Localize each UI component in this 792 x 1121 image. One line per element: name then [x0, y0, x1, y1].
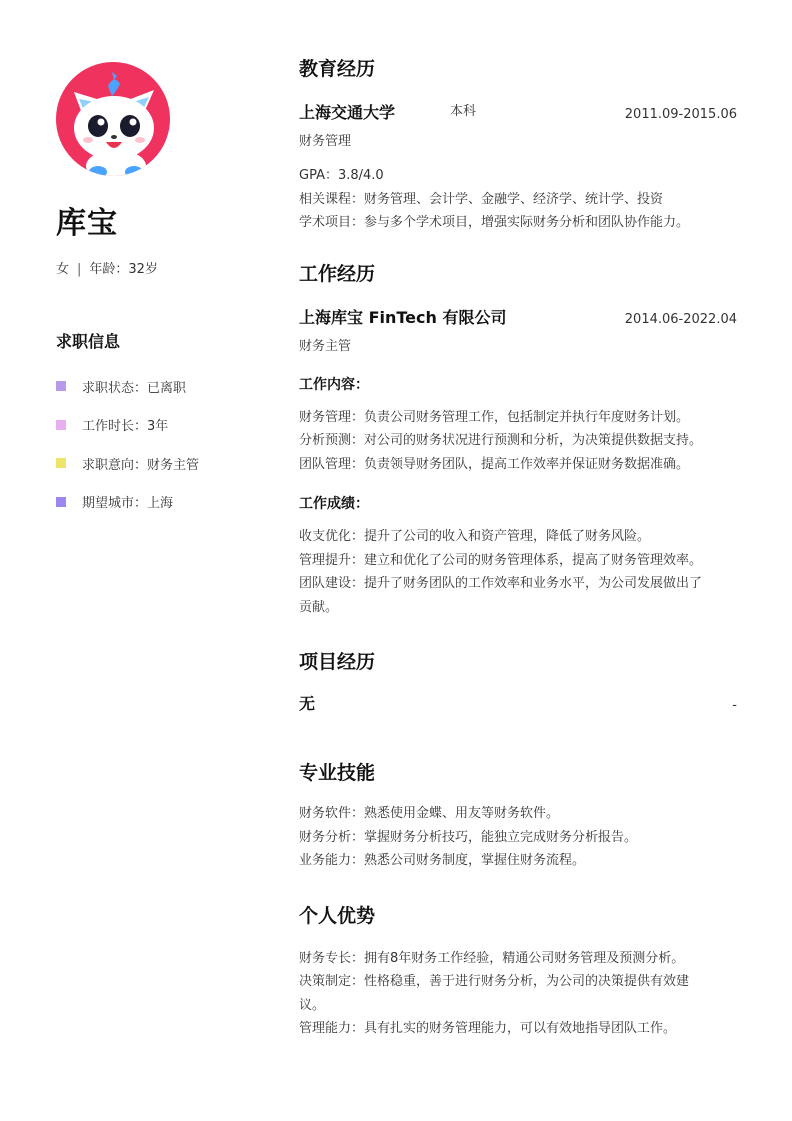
bullet-square-icon: [56, 497, 66, 507]
job-intent-heading: 求职信息: [56, 332, 121, 351]
list-item: 分析预测：对公司的财务状况进行预测和分析，为决策提供数据支持。: [299, 433, 703, 448]
position: 财务主管: [299, 338, 352, 354]
job-intent-list: [56, 376, 256, 512]
list-item: 学术项目：参与多个学术项目，增强实际财务分析和团队协作能力。: [299, 215, 690, 230]
gender: 女: [56, 262, 70, 277]
main-content: [299, 56, 737, 1041]
list-item: GPA：3.8/4.0: [299, 168, 384, 183]
project-name: 无: [299, 694, 316, 713]
bullet-square-icon: [56, 458, 66, 468]
avatar[interactable]: [56, 62, 170, 176]
bullet-square-icon: [56, 420, 66, 430]
education-header: [299, 100, 737, 123]
sidebar: [56, 62, 256, 530]
list-item: 收支优化：提升了公司的收入和资产管理，降低了财务风险。: [299, 529, 651, 544]
school-name: 上海交通大学: [299, 103, 396, 122]
section-title-strengths: 个人优势: [299, 904, 376, 927]
section-title-skills: 专业技能: [299, 762, 376, 784]
work-achievement-label: 工作成绩：: [299, 496, 369, 512]
list-item: [56, 415, 256, 435]
section-title-projects: 项目经历: [299, 651, 376, 673]
bullet-square-icon: [56, 381, 66, 391]
job-target: 求职意向：财务主管: [82, 457, 200, 473]
work-content-label: 工作内容：: [299, 376, 369, 393]
list-item: [56, 376, 256, 396]
section-title-work: 工作经历: [299, 262, 376, 285]
list-item: 贡献。: [299, 599, 339, 615]
expected-city: 期望城市：上海: [82, 496, 174, 511]
section-title-education: 教育经历: [299, 58, 376, 80]
basic-info: [56, 258, 256, 277]
list-item: [56, 453, 256, 473]
company-name: 上海库宝 FinTech 有限公司: [299, 307, 507, 327]
separator: |: [77, 262, 82, 277]
work-content-list: [299, 406, 737, 477]
work-period: 2014.06-2022.04: [624, 311, 737, 327]
list-item: 议。: [299, 997, 326, 1013]
list-item: 相关课程：财务管理、会计学、金融学、经济学、统计学、投资: [299, 191, 664, 207]
degree: 本科: [450, 104, 477, 119]
list-item: 业务能力：熟悉公司财务制度，掌握住财务流程。: [299, 853, 586, 868]
list-item: 财务管理：负责公司财务管理工作，包括制定并执行年度财务计划。: [299, 409, 690, 425]
work-header: [299, 305, 737, 328]
cat-mascot-icon: [56, 62, 170, 176]
list-item: 团队管理：负责领导财务团队，提高工作效率并保证财务数据准确。: [299, 456, 690, 472]
job-status: 求职状态：已离职: [82, 380, 187, 396]
list-item: 财务分析：掌握财务分析技巧，能独立完成财务分析报告。: [299, 829, 638, 845]
education-details: [299, 164, 737, 235]
education-period: 2011.09-2015.06: [624, 107, 737, 122]
work-duration: 工作时长：3年: [82, 419, 169, 434]
list-item: 管理能力：具有扎实的财务管理能力，可以有效地指导团队工作。: [299, 1021, 677, 1036]
list-item: [56, 492, 256, 512]
list-item: 财务专长：拥有8年财务工作经验，精通公司财务管理及预测分析。: [299, 950, 685, 966]
project-period: -: [732, 698, 737, 713]
project-header: [299, 691, 737, 714]
strengths-list: [299, 947, 737, 1041]
candidate-name: 库宝: [56, 206, 118, 241]
skills-list: [299, 802, 737, 873]
major: 财务管理: [299, 134, 352, 149]
list-item: 管理提升：建立和优化了公司的财务管理体系，提高了财务管理效率。: [299, 552, 703, 568]
list-item: 决策制定：性格稳重，善于进行财务分析，为公司的决策提供有效建: [299, 974, 690, 989]
age: 年龄：32岁: [89, 262, 158, 277]
list-item: 团队建设：提升了财务团队的工作效率和业务水平，为公司发展做出了: [299, 576, 703, 591]
work-achievement-list: [299, 525, 737, 619]
list-item: 财务软件：熟悉使用金蝶、用友等财务软件。: [299, 806, 560, 821]
